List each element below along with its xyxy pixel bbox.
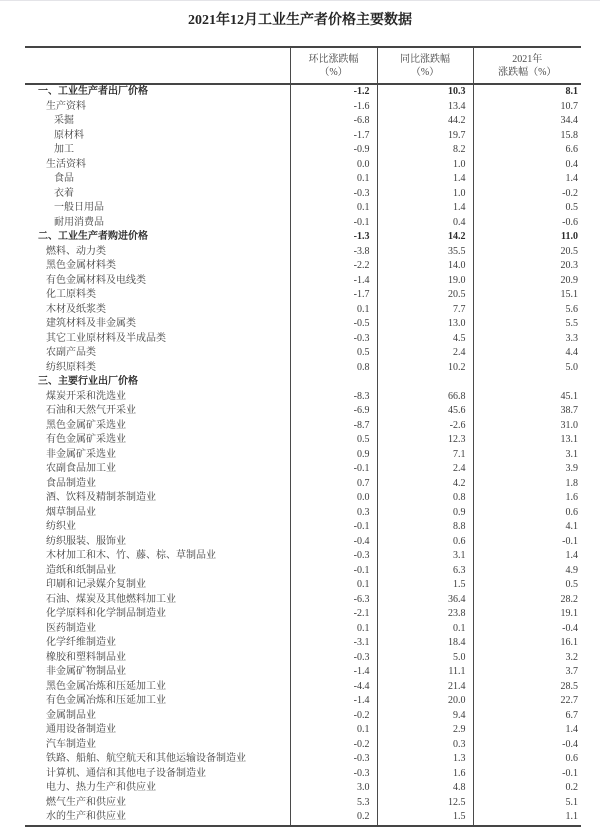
cell-year: -0.2 bbox=[473, 187, 581, 202]
row-label: 石油和天然气开采业 bbox=[46, 405, 136, 416]
row-label: 汽车制造业 bbox=[46, 738, 96, 750]
cell-year: 3.7 bbox=[473, 665, 581, 680]
cell-yoy: 19.7 bbox=[377, 129, 473, 144]
table-row bbox=[25, 172, 581, 187]
table-row bbox=[25, 636, 581, 651]
cell-mom: -0.1 bbox=[290, 564, 377, 579]
row-label: 化学纤维制造业 bbox=[46, 637, 116, 648]
table-row bbox=[25, 680, 581, 695]
cell-mom: -6.3 bbox=[290, 593, 377, 608]
cell-mom: -0.3 bbox=[290, 767, 377, 782]
cell-mom: -1.6 bbox=[290, 100, 377, 115]
header-year-line2: 涨跌幅（%） bbox=[498, 66, 557, 78]
cell-mom: 0.1 bbox=[290, 303, 377, 318]
row-label: 衣着 bbox=[54, 187, 74, 199]
row-label: 燃气生产和供应业 bbox=[46, 796, 126, 808]
cell-mom: 0.3 bbox=[290, 506, 377, 521]
table-row bbox=[25, 216, 581, 231]
cell-mom: 0.2 bbox=[290, 810, 377, 826]
cell-year: -0.6 bbox=[473, 216, 581, 231]
table-row bbox=[25, 781, 581, 796]
row-label: 其它工业原材料及半成品类 bbox=[46, 332, 166, 344]
cell-year: 1.4 bbox=[473, 723, 581, 738]
cell-year: 0.6 bbox=[473, 752, 581, 767]
cell-year: 34.4 bbox=[473, 114, 581, 129]
cell-year: 45.1 bbox=[473, 390, 581, 405]
cell-yoy: 12.5 bbox=[377, 796, 473, 811]
header-yoy-line1: 同比涨跌幅 bbox=[400, 53, 450, 65]
cell-year: -0.4 bbox=[473, 622, 581, 637]
cell-mom: 0.1 bbox=[290, 172, 377, 187]
cell-mom: -1.4 bbox=[290, 274, 377, 289]
table-row bbox=[25, 361, 581, 376]
row-label: 二、工业生产者购进价格 bbox=[38, 231, 148, 242]
cell-yoy: 4.5 bbox=[377, 332, 473, 347]
cell-year: 3.1 bbox=[473, 448, 581, 463]
row-label: 煤炭开采和洗选业 bbox=[46, 390, 126, 402]
row-label: 黑色金属矿采选业 bbox=[46, 419, 126, 431]
header-mom-line2: （%） bbox=[319, 66, 348, 78]
cell-year: 4.9 bbox=[473, 564, 581, 579]
row-label: 纺织业 bbox=[46, 521, 76, 532]
table-row bbox=[25, 158, 581, 173]
cell-mom: 0.1 bbox=[290, 578, 377, 593]
cell-yoy: 11.1 bbox=[377, 665, 473, 680]
cell-year: 13.1 bbox=[473, 433, 581, 448]
cell-mom: 0.5 bbox=[290, 346, 377, 361]
cell-yoy: 36.4 bbox=[377, 593, 473, 608]
cell-yoy: 13.0 bbox=[377, 317, 473, 332]
page-title: 2021年12月工业生产者价格主要数据 bbox=[188, 13, 412, 28]
row-label: 橡胶和塑料制品业 bbox=[46, 651, 126, 663]
table-row bbox=[25, 84, 581, 100]
cell-mom: -3.1 bbox=[290, 636, 377, 651]
cell-year: 1.6 bbox=[473, 491, 581, 506]
cell-year: 5.1 bbox=[473, 796, 581, 811]
cell-mom: -0.2 bbox=[290, 709, 377, 724]
cell-yoy: 45.6 bbox=[377, 404, 473, 419]
table-row bbox=[25, 375, 581, 390]
cell-year: -0.1 bbox=[473, 535, 581, 550]
table-row bbox=[25, 535, 581, 550]
cell-yoy: 14.0 bbox=[377, 259, 473, 274]
table-row bbox=[25, 462, 581, 477]
cell-yoy: 9.4 bbox=[377, 709, 473, 724]
cell-yoy: 4.2 bbox=[377, 477, 473, 492]
table-row bbox=[25, 665, 581, 680]
cell-mom: -0.3 bbox=[290, 549, 377, 564]
cell-mom: -1.7 bbox=[290, 129, 377, 144]
row-label: 造纸和纸制品业 bbox=[46, 564, 116, 576]
cell-year: 6.7 bbox=[473, 709, 581, 724]
cell-mom: -0.9 bbox=[290, 143, 377, 158]
table-row bbox=[25, 564, 581, 579]
cell-year: 15.1 bbox=[473, 288, 581, 303]
table-row bbox=[25, 810, 581, 826]
table-row bbox=[25, 303, 581, 318]
cell-mom: -3.8 bbox=[290, 245, 377, 260]
cell-yoy: 1.3 bbox=[377, 752, 473, 767]
cell-mom: 0.1 bbox=[290, 622, 377, 637]
cell-yoy: 7.7 bbox=[377, 303, 473, 318]
cell-year: 5.6 bbox=[473, 303, 581, 318]
table-row bbox=[25, 245, 581, 260]
table-row bbox=[25, 593, 581, 608]
price-table bbox=[25, 46, 581, 827]
cell-mom: -8.3 bbox=[290, 390, 377, 405]
cell-year: 38.7 bbox=[473, 404, 581, 419]
row-label: 采掘 bbox=[54, 115, 74, 126]
cell-mom: -0.5 bbox=[290, 317, 377, 332]
table-row bbox=[25, 114, 581, 129]
cell-yoy: 1.4 bbox=[377, 201, 473, 216]
table-row bbox=[25, 723, 581, 738]
cell-year: -0.4 bbox=[473, 738, 581, 753]
table-row bbox=[25, 317, 581, 332]
row-label: 纺织原料类 bbox=[46, 361, 96, 373]
row-label: 有色金属冶炼和压延加工业 bbox=[46, 695, 166, 706]
row-label: 酒、饮料及精制茶制造业 bbox=[46, 492, 156, 503]
table-row bbox=[25, 230, 581, 245]
cell-year: 22.7 bbox=[473, 694, 581, 709]
cell-mom: -0.2 bbox=[290, 738, 377, 753]
cell-mom: 0.1 bbox=[290, 723, 377, 738]
table-row bbox=[25, 549, 581, 564]
row-label: 化工原料类 bbox=[46, 289, 96, 300]
header-mom-line1: 环比涨跌幅 bbox=[308, 53, 359, 65]
cell-yoy: 20.5 bbox=[377, 288, 473, 303]
row-label: 医药制造业 bbox=[46, 622, 96, 634]
row-label: 电力、热力生产和供应业 bbox=[46, 782, 156, 793]
table-row bbox=[25, 767, 581, 782]
cell-mom bbox=[290, 375, 377, 390]
cell-year: 6.6 bbox=[473, 143, 581, 158]
cell-mom: 0.0 bbox=[290, 158, 377, 173]
cell-yoy: 0.6 bbox=[377, 535, 473, 550]
cell-yoy: 2.9 bbox=[377, 723, 473, 738]
cell-yoy: 0.8 bbox=[377, 491, 473, 506]
cell-yoy: 1.6 bbox=[377, 767, 473, 782]
header-yoy-line2: （%） bbox=[410, 66, 440, 78]
row-label: 有色金属矿采选业 bbox=[46, 434, 126, 445]
row-label: 计算机、通信和其他电子设备制造业 bbox=[46, 767, 206, 779]
row-label: 原材料 bbox=[54, 129, 84, 141]
cell-yoy: -2.6 bbox=[377, 419, 473, 434]
cell-yoy: 3.1 bbox=[377, 549, 473, 564]
table-row bbox=[25, 491, 581, 506]
table-row bbox=[25, 274, 581, 289]
cell-year: 20.5 bbox=[473, 245, 581, 260]
cell-yoy: 1.4 bbox=[377, 172, 473, 187]
table-row bbox=[25, 651, 581, 666]
cell-year: -0.1 bbox=[473, 767, 581, 782]
row-label: 一般日用品 bbox=[54, 202, 104, 213]
cell-mom: 3.0 bbox=[290, 781, 377, 796]
row-label: 黑色金属材料类 bbox=[46, 260, 116, 271]
cell-year: 1.8 bbox=[473, 477, 581, 492]
cell-yoy bbox=[377, 375, 473, 390]
row-label: 一、工业生产者出厂价格 bbox=[38, 86, 148, 97]
cell-mom: -6.9 bbox=[290, 404, 377, 419]
cell-yoy: 23.8 bbox=[377, 607, 473, 622]
table-body bbox=[25, 84, 581, 826]
row-label: 石油、煤炭及其他燃料加工业 bbox=[46, 593, 176, 605]
cell-yoy: 8.8 bbox=[377, 520, 473, 535]
table-row bbox=[25, 346, 581, 361]
cell-year: 31.0 bbox=[473, 419, 581, 434]
header-mom bbox=[290, 47, 377, 84]
cell-year: 3.3 bbox=[473, 332, 581, 347]
row-label: 烟草制品业 bbox=[46, 506, 96, 518]
cell-yoy: 10.3 bbox=[377, 84, 473, 100]
row-label: 木材加工和木、竹、藤、棕、草制品业 bbox=[46, 550, 216, 561]
cell-mom: 0.0 bbox=[290, 491, 377, 506]
cell-mom: 0.7 bbox=[290, 477, 377, 492]
cell-year: 3.2 bbox=[473, 651, 581, 666]
table-row bbox=[25, 187, 581, 202]
row-label: 化学原料和化学制品制造业 bbox=[46, 608, 166, 619]
row-label: 通用设备制造业 bbox=[46, 724, 116, 735]
cell-yoy: 14.2 bbox=[377, 230, 473, 245]
cell-year: 1.1 bbox=[473, 810, 581, 826]
table-row bbox=[25, 100, 581, 115]
cell-year: 0.5 bbox=[473, 578, 581, 593]
row-label: 纺织服装、服饰业 bbox=[46, 535, 126, 547]
cell-mom: -0.1 bbox=[290, 216, 377, 231]
cell-year: 20.9 bbox=[473, 274, 581, 289]
cell-year: 5.0 bbox=[473, 361, 581, 376]
cell-year: 16.1 bbox=[473, 636, 581, 651]
cell-mom: -1.7 bbox=[290, 288, 377, 303]
row-label: 木材及纸浆类 bbox=[46, 303, 106, 315]
cell-year: 28.2 bbox=[473, 593, 581, 608]
header-year-line1: 2021年 bbox=[512, 53, 543, 65]
table-row bbox=[25, 419, 581, 434]
cell-year: 0.2 bbox=[473, 781, 581, 796]
cell-mom: -2.2 bbox=[290, 259, 377, 274]
table-row bbox=[25, 477, 581, 492]
cell-mom: -8.7 bbox=[290, 419, 377, 434]
header-year bbox=[473, 47, 581, 84]
cell-mom: -1.2 bbox=[290, 84, 377, 100]
cell-mom: -1.3 bbox=[290, 230, 377, 245]
cell-yoy: 21.4 bbox=[377, 680, 473, 695]
cell-year bbox=[473, 375, 581, 390]
table-row bbox=[25, 259, 581, 274]
cell-year: 4.1 bbox=[473, 520, 581, 535]
cell-mom: -0.3 bbox=[290, 752, 377, 767]
table-row bbox=[25, 738, 581, 753]
table-row bbox=[25, 201, 581, 216]
row-label: 生活资料 bbox=[46, 158, 86, 170]
cell-yoy: 10.2 bbox=[377, 361, 473, 376]
table-row bbox=[25, 506, 581, 521]
cell-yoy: 6.3 bbox=[377, 564, 473, 579]
cell-year: 10.7 bbox=[473, 100, 581, 115]
page-top-divider bbox=[0, 0, 600, 1]
cell-year: 19.1 bbox=[473, 607, 581, 622]
cell-yoy: 4.8 bbox=[377, 781, 473, 796]
row-label: 黑色金属冶炼和压延加工业 bbox=[46, 680, 166, 692]
cell-yoy: 1.5 bbox=[377, 810, 473, 826]
row-label: 农副产品类 bbox=[46, 347, 96, 358]
table-row bbox=[25, 143, 581, 158]
cell-mom: -0.3 bbox=[290, 651, 377, 666]
table-row bbox=[25, 332, 581, 347]
row-label: 印刷和记录媒介复制业 bbox=[46, 579, 146, 590]
header-yoy bbox=[377, 47, 473, 84]
cell-year: 15.8 bbox=[473, 129, 581, 144]
row-label: 建筑材料及非金属类 bbox=[46, 318, 136, 329]
cell-mom: -4.4 bbox=[290, 680, 377, 695]
cell-mom: 0.5 bbox=[290, 433, 377, 448]
cell-year: 1.4 bbox=[473, 549, 581, 564]
cell-mom: -0.1 bbox=[290, 520, 377, 535]
cell-yoy: 2.4 bbox=[377, 346, 473, 361]
cell-yoy: 12.3 bbox=[377, 433, 473, 448]
row-label: 金属制品业 bbox=[46, 709, 96, 721]
row-label: 食品制造业 bbox=[46, 477, 96, 489]
cell-yoy: 0.3 bbox=[377, 738, 473, 753]
row-label: 有色金属材料及电线类 bbox=[46, 274, 146, 286]
cell-yoy: 1.5 bbox=[377, 578, 473, 593]
header-row bbox=[25, 47, 581, 84]
table-row bbox=[25, 129, 581, 144]
row-label: 非金属矿物制品业 bbox=[46, 666, 126, 677]
cell-mom: -0.3 bbox=[290, 332, 377, 347]
cell-year: 0.5 bbox=[473, 201, 581, 216]
table-row bbox=[25, 390, 581, 405]
table-row bbox=[25, 404, 581, 419]
cell-yoy: 1.0 bbox=[377, 187, 473, 202]
cell-yoy: 18.4 bbox=[377, 636, 473, 651]
cell-yoy: 0.9 bbox=[377, 506, 473, 521]
cell-mom: 5.3 bbox=[290, 796, 377, 811]
cell-year: 0.6 bbox=[473, 506, 581, 521]
cell-yoy: 0.1 bbox=[377, 622, 473, 637]
cell-year: 8.1 bbox=[473, 84, 581, 100]
row-label: 食品 bbox=[54, 173, 74, 184]
cell-year: 11.0 bbox=[473, 230, 581, 245]
row-label: 铁路、船舶、航空航天和其他运输设备制造业 bbox=[46, 753, 246, 764]
cell-yoy: 1.0 bbox=[377, 158, 473, 173]
row-label: 生产资料 bbox=[46, 100, 86, 112]
row-label: 耐用消费品 bbox=[54, 216, 104, 228]
cell-mom: 0.1 bbox=[290, 201, 377, 216]
cell-mom: 0.9 bbox=[290, 448, 377, 463]
cell-year: 20.3 bbox=[473, 259, 581, 274]
table-row bbox=[25, 607, 581, 622]
cell-yoy: 2.4 bbox=[377, 462, 473, 477]
cell-mom: 0.8 bbox=[290, 361, 377, 376]
table-row bbox=[25, 520, 581, 535]
table-row bbox=[25, 796, 581, 811]
table-row bbox=[25, 578, 581, 593]
cell-year: 3.9 bbox=[473, 462, 581, 477]
row-label: 非金属矿采选业 bbox=[46, 448, 116, 460]
row-label: 水的生产和供应业 bbox=[46, 811, 126, 822]
cell-mom: -0.1 bbox=[290, 462, 377, 477]
cell-year: 5.5 bbox=[473, 317, 581, 332]
cell-mom: -6.8 bbox=[290, 114, 377, 129]
table-row bbox=[25, 752, 581, 767]
cell-year: 28.5 bbox=[473, 680, 581, 695]
row-label: 三、主要行业出厂价格 bbox=[38, 376, 138, 387]
table-row bbox=[25, 433, 581, 448]
cell-yoy: 44.2 bbox=[377, 114, 473, 129]
header-blank bbox=[25, 47, 290, 84]
cell-yoy: 19.0 bbox=[377, 274, 473, 289]
cell-mom: -1.4 bbox=[290, 665, 377, 680]
cell-mom: -2.1 bbox=[290, 607, 377, 622]
cell-mom: -1.4 bbox=[290, 694, 377, 709]
cell-yoy: 5.0 bbox=[377, 651, 473, 666]
table-row bbox=[25, 709, 581, 724]
table-row bbox=[25, 622, 581, 637]
table-row bbox=[25, 694, 581, 709]
row-label: 农副食品加工业 bbox=[46, 463, 116, 474]
cell-yoy: 7.1 bbox=[377, 448, 473, 463]
cell-yoy: 8.2 bbox=[377, 143, 473, 158]
cell-mom: -0.4 bbox=[290, 535, 377, 550]
table-row bbox=[25, 288, 581, 303]
cell-yoy: 35.5 bbox=[377, 245, 473, 260]
row-label: 燃料、动力类 bbox=[46, 245, 106, 257]
cell-yoy: 13.4 bbox=[377, 100, 473, 115]
row-label: 加工 bbox=[54, 144, 74, 155]
cell-year: 0.4 bbox=[473, 158, 581, 173]
cell-mom: -0.3 bbox=[290, 187, 377, 202]
cell-year: 1.4 bbox=[473, 172, 581, 187]
cell-yoy: 66.8 bbox=[377, 390, 473, 405]
cell-yoy: 20.0 bbox=[377, 694, 473, 709]
cell-year: 4.4 bbox=[473, 346, 581, 361]
table-row bbox=[25, 448, 581, 463]
cell-yoy: 0.4 bbox=[377, 216, 473, 231]
